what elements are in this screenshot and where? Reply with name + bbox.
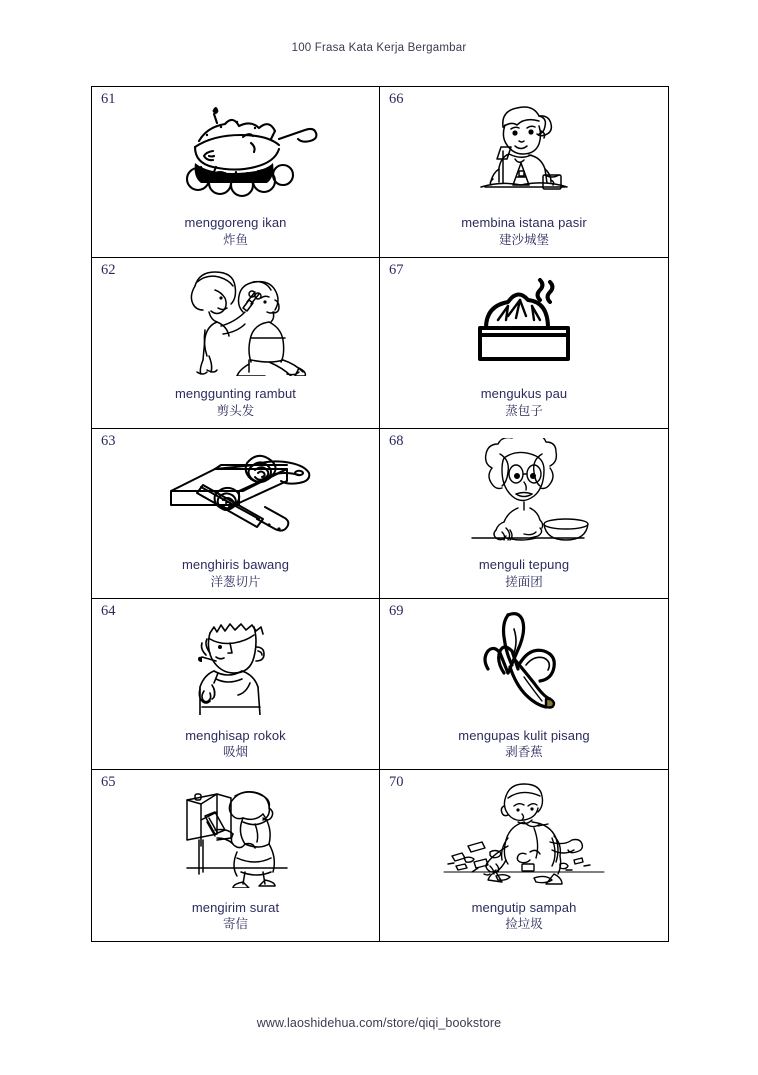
caption-malay: membina istana pasir [461, 215, 587, 231]
cell-captions [92, 899, 379, 933]
cell-captions [92, 727, 379, 761]
table-cell[interactable] [92, 87, 380, 258]
caption-chinese: 吸烟 [222, 744, 248, 760]
cell-captions [92, 385, 379, 419]
cell-number: 62 [101, 261, 116, 278]
caption-chinese: 寄信 [222, 916, 248, 932]
frying-fish-icon [92, 95, 379, 203]
caption-chinese: 搓面团 [505, 573, 543, 589]
haircut-icon [92, 266, 379, 374]
cell-number: 70 [389, 774, 404, 791]
caption-malay: menghisap rokok [185, 727, 286, 743]
cell-captions [380, 899, 668, 933]
page-header: 100 Frasa Kata Kerja Bergambar [291, 42, 467, 54]
cell-captions [92, 214, 379, 248]
mailing-letter-icon [92, 778, 379, 886]
caption-malay: mengutip sampah [471, 899, 577, 915]
caption-malay: mengirim surat [191, 899, 280, 915]
caption-malay: menggunting rambut [174, 386, 297, 402]
cell-captions [380, 385, 668, 419]
table-cell[interactable] [92, 258, 380, 429]
caption-chinese: 剪头发 [216, 402, 255, 418]
slicing-onion-icon [92, 437, 379, 545]
caption-chinese: 洋葱切片 [210, 573, 261, 589]
cell-number: 65 [101, 774, 116, 791]
caption-chinese: 炸鱼 [222, 231, 248, 247]
cell-captions [380, 214, 668, 248]
caption-chinese: 蒸包子 [505, 402, 543, 418]
caption-malay: menggoreng ikan [184, 215, 287, 231]
table-cell[interactable] [92, 429, 380, 600]
page-footer-url: www.laoshidehua.com/store/qiqi_bookstore [256, 1016, 502, 1030]
table-cell[interactable] [92, 599, 380, 770]
caption-chinese: 建沙城堡 [498, 231, 549, 247]
caption-chinese: 捡垃圾 [505, 916, 543, 932]
cell-number: 63 [101, 432, 116, 449]
caption-malay: mengupas kulit pisang [458, 727, 590, 743]
steamer-bun-icon [380, 266, 668, 374]
caption-chinese: 剥香蕉 [505, 744, 543, 760]
cell-captions [92, 556, 379, 590]
cell-number: 69 [389, 603, 404, 620]
caption-malay: menghiris bawang [181, 556, 290, 572]
cell-number: 67 [389, 261, 404, 278]
peeled-banana-icon [380, 607, 668, 715]
cell-captions [380, 556, 668, 590]
table-cell[interactable] [380, 429, 668, 600]
table-cell[interactable] [380, 258, 668, 429]
smoking-boy-icon [92, 607, 379, 715]
table-cell[interactable] [380, 87, 668, 258]
cell-number: 61 [101, 91, 116, 107]
caption-malay: mengukus pau [480, 386, 568, 402]
caption-malay: menguli tepung [478, 556, 570, 572]
cell-number: 66 [389, 91, 404, 107]
cell-number: 64 [101, 603, 116, 620]
table-cell[interactable] [380, 770, 668, 941]
kneading-dough-icon [380, 437, 668, 545]
child-sandcastle-icon [380, 95, 668, 203]
vocabulary-table [91, 86, 669, 942]
table-cell[interactable] [92, 770, 380, 941]
cell-number: 68 [389, 432, 404, 449]
picking-litter-icon [380, 778, 668, 886]
cell-captions [380, 727, 668, 761]
table-cell[interactable] [380, 599, 668, 770]
